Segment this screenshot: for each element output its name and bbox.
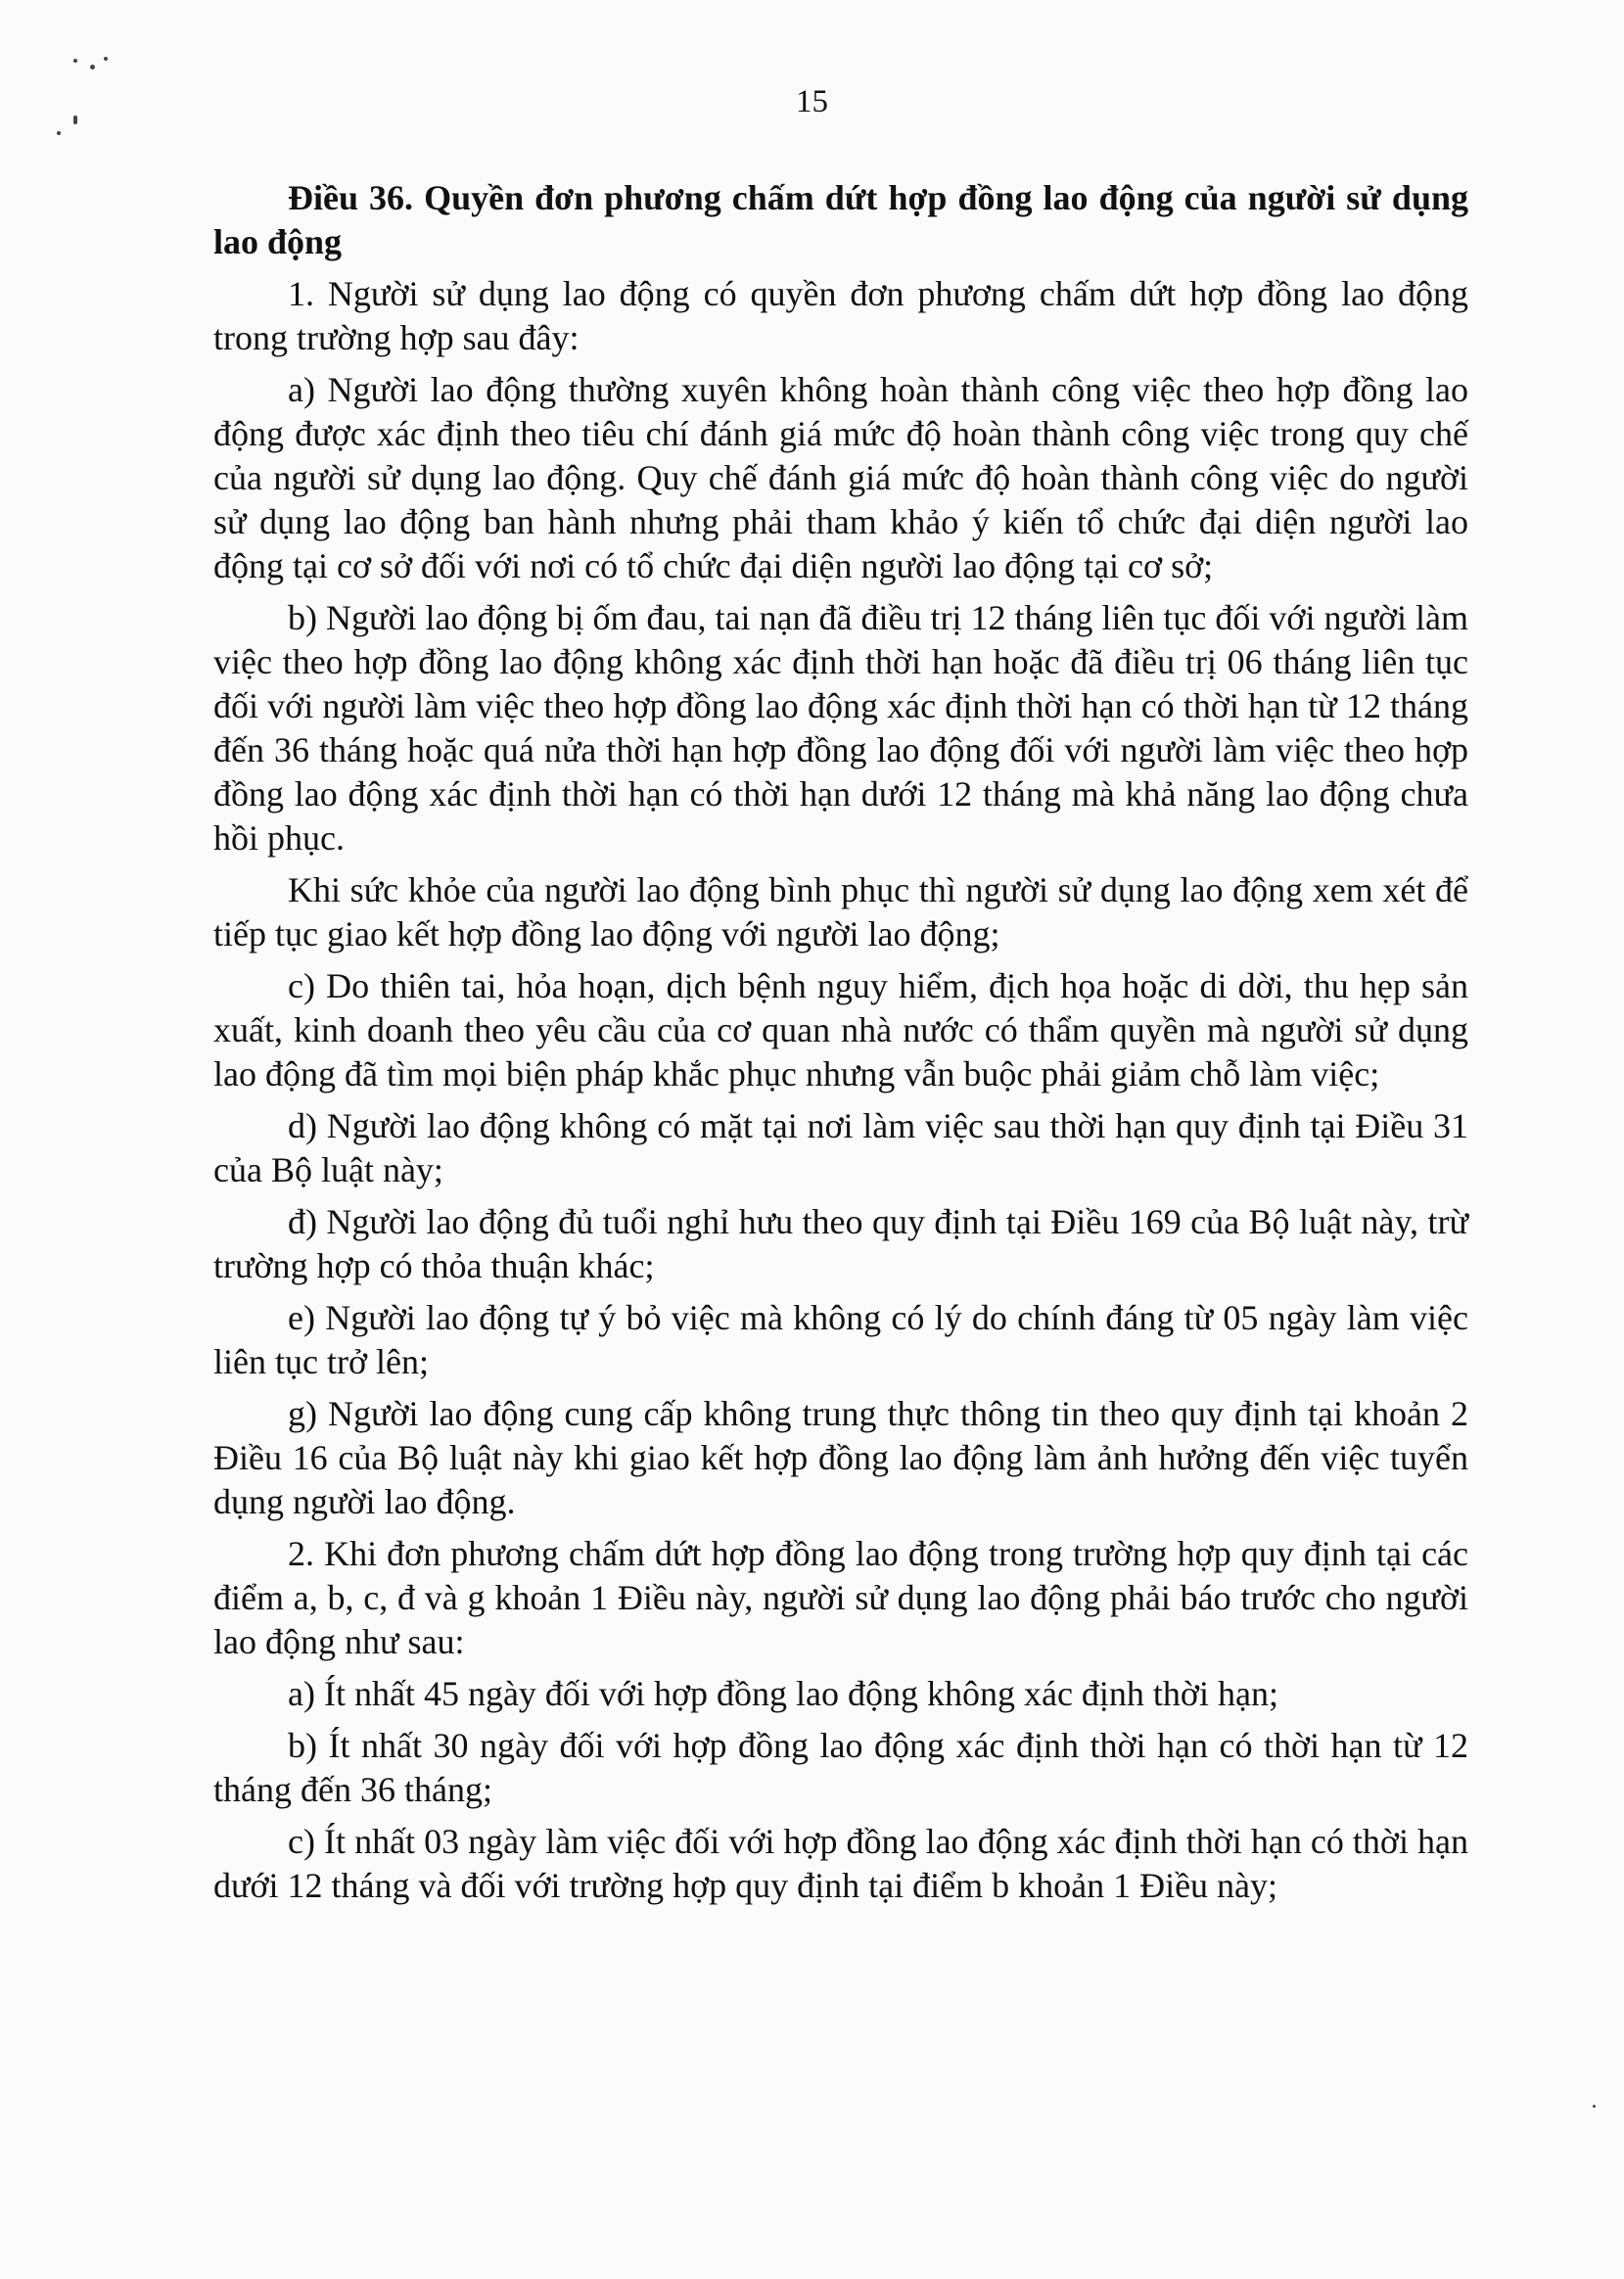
document-body bbox=[213, 176, 1468, 1916]
point-b-note: Khi sức khỏe của người lao động bình phục thì người sử dụng lao động xem xét để tiếp tục giao kết hợp đồng lao động với người lao động; bbox=[213, 870, 1468, 953]
scan-speck bbox=[1593, 2105, 1596, 2108]
scan-speck bbox=[73, 59, 77, 63]
clause-1: 1. Người sử dụng lao động có quyền đơn phương chấm dứt hợp đồng lao động trong trường hợp sau đây: bbox=[213, 274, 1468, 357]
notice-c: c) Ít nhất 03 ngày làm việc đối với hợp đồng lao động xác định thời hạn có thời hạn dưới 12 tháng và đối với trường hợp quy định tại điểm b khoản 1 Điều này; bbox=[213, 1822, 1468, 1905]
point-b: b) Người lao động bị ốm đau, tai nạn đã điều trị 12 tháng liên tục đối với người làm việc theo hợp đồng lao động không xác định thời hạn hoặc đã điều trị 06 tháng liên tục đối với người làm việc theo hợp đồng lao động xác định thời hạn có thời hạn từ 12 tháng đến 36 tháng hoặc quá nửa thời hạn hợp đồng lao động đối với người làm việc theo hợp đồng lao động xác định thời hạn có thời hạn dưới 12 tháng mà khả năng lao động chưa hồi phục. bbox=[213, 598, 1468, 858]
point-a: a) Người lao động thường xuyên không hoàn thành công việc theo hợp đồng lao động được xác định theo tiêu chí đánh giá mức độ hoàn thành công việc trong quy chế của người sử dụng lao động. Quy chế đánh giá mức độ hoàn thành công việc do người sử dụng lao động ban hành nhưng phải tham khảo ý kiến tổ chức đại diện người lao động tại cơ sở đối với nơi có tổ chức đại diện người lao động tại cơ sở; bbox=[213, 370, 1468, 585]
scan-speck bbox=[90, 65, 95, 70]
point-c: c) Do thiên tai, hỏa hoạn, dịch bệnh nguy hiểm, địch họa hoặc di dời, thu hẹp sản xuất, kinh doanh theo yêu cầu của cơ quan nhà nước có thẩm quyền mà người sử dụng lao động đã tìm mọi biện pháp khắc phục nhưng vẫn buộc phải giảm chỗ làm việc; bbox=[213, 966, 1468, 1093]
point-e: e) Người lao động tự ý bỏ việc mà không có lý do chính đáng từ 05 ngày làm việc liên tục trở lên; bbox=[213, 1298, 1468, 1381]
point-dd: đ) Người lao động đủ tuổi nghỉ hưu theo quy định tại Điều 169 của Bộ luật này, trừ trường hợp có thỏa thuận khác; bbox=[213, 1202, 1468, 1285]
notice-b: b) Ít nhất 30 ngày đối với hợp đồng lao động xác định thời hạn có thời hạn từ 12 tháng đến 36 tháng; bbox=[213, 1726, 1468, 1809]
clause-2: 2. Khi đơn phương chấm dứt hợp đồng lao động trong trường hợp quy định tại các điểm a, b, c, đ và g khoản 1 Điều này, người sử dụng lao động phải báo trước cho người lao động như sau: bbox=[213, 1534, 1468, 1661]
point-d: d) Người lao động không có mặt tại nơi làm việc sau thời hạn quy định tại Điều 31 của Bộ luật này; bbox=[213, 1106, 1468, 1189]
page-number: 15 bbox=[796, 84, 828, 119]
scan-speck bbox=[57, 131, 61, 135]
point-g: g) Người lao động cung cấp không trung thực thông tin theo quy định tại khoản 2 Điều 16 của Bộ luật này khi giao kết hợp đồng lao động làm ảnh hưởng đến việc tuyển dụng người lao động. bbox=[213, 1394, 1468, 1521]
notice-a: a) Ít nhất 45 ngày đối với hợp đồng lao động không xác định thời hạn; bbox=[288, 1674, 1278, 1713]
article-title: Điều 36. Quyền đơn phương chấm dứt hợp đồng lao động của người sử dụng lao động bbox=[213, 178, 1468, 261]
scan-speck bbox=[104, 57, 108, 61]
